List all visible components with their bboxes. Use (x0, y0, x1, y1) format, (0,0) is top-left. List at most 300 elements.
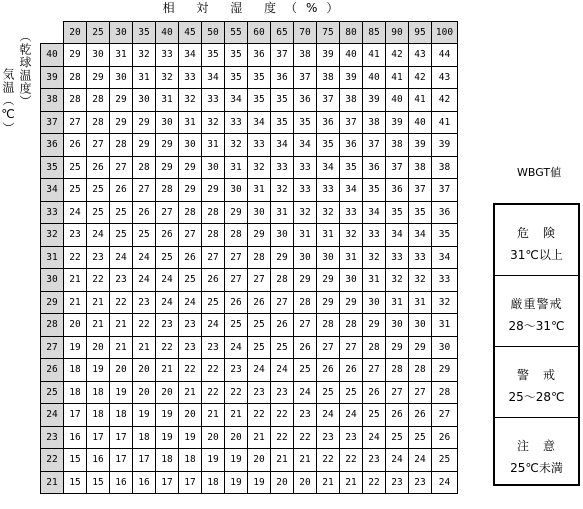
wbgt-value-cell: 22 (202, 359, 225, 382)
wbgt-value-cell: 35 (271, 111, 294, 134)
wbgt-value-cell: 28 (386, 359, 409, 382)
wbgt-value-cell: 16 (133, 471, 156, 494)
wbgt-value-cell: 34 (409, 224, 432, 247)
wbgt-value-cell: 25 (87, 179, 110, 202)
wbgt-value-cell: 21 (317, 471, 340, 494)
wbgt-value-cell: 22 (271, 426, 294, 449)
temperature-row-header: 38 (41, 89, 64, 112)
wbgt-value-cell: 35 (202, 44, 225, 67)
wbgt-value-cell: 36 (432, 201, 458, 224)
wbgt-value-cell: 24 (179, 291, 202, 314)
wbgt-value-cell: 21 (225, 404, 248, 427)
wbgt-value-cell: 19 (133, 404, 156, 427)
humidity-header-cell: 100 (432, 22, 458, 44)
wbgt-table (40, 21, 458, 494)
wbgt-value-cell: 24 (64, 201, 87, 224)
temperature-row-header: 28 (41, 314, 64, 337)
wbgt-value-cell: 31 (133, 66, 156, 89)
wbgt-value-cell: 28 (156, 179, 179, 202)
legend-danger (495, 205, 578, 275)
humidity-header-cell: 30 (110, 22, 133, 44)
wbgt-value-cell: 25 (432, 449, 458, 472)
temperature-row-header: 21 (41, 471, 64, 494)
wbgt-value-cell: 31 (432, 314, 458, 337)
wbgt-value-cell: 36 (340, 134, 363, 157)
wbgt-value-cell: 25 (202, 291, 225, 314)
wbgt-value-cell: 31 (248, 179, 271, 202)
wbgt-value-cell: 20 (271, 471, 294, 494)
wbgt-value-cell: 44 (432, 44, 458, 67)
wbgt-value-cell: 28 (202, 224, 225, 247)
table-row (41, 246, 458, 269)
wbgt-value-cell: 19 (202, 449, 225, 472)
wbgt-value-cell: 23 (409, 471, 432, 494)
wbgt-value-cell: 26 (432, 426, 458, 449)
table-row (41, 156, 458, 179)
wbgt-value-cell: 21 (64, 269, 87, 292)
humidity-header-cell: 70 (294, 22, 317, 44)
wbgt-value-cell: 20 (179, 404, 202, 427)
wbgt-value-cell: 19 (225, 471, 248, 494)
wbgt-value-cell: 36 (317, 111, 340, 134)
temperature-row-header: 23 (41, 426, 64, 449)
wbgt-value-cell: 22 (133, 314, 156, 337)
wbgt-value-cell: 38 (340, 89, 363, 112)
wbgt-value-cell: 35 (225, 66, 248, 89)
wbgt-value-cell: 36 (294, 89, 317, 112)
wbgt-value-cell: 21 (179, 381, 202, 404)
temperature-row-header: 24 (41, 404, 64, 427)
wbgt-value-cell: 19 (248, 471, 271, 494)
wbgt-value-cell: 23 (386, 471, 409, 494)
humidity-header-cell: 45 (179, 22, 202, 44)
wbgt-value-cell: 25 (225, 314, 248, 337)
wbgt-value-cell: 26 (409, 404, 432, 427)
wbgt-value-cell: 29 (179, 179, 202, 202)
legend-level-label: 警 戒 (516, 368, 556, 382)
wbgt-value-cell: 30 (294, 246, 317, 269)
temperature-row-header: 25 (41, 381, 64, 404)
wbgt-value-cell: 29 (225, 201, 248, 224)
temperature-row-header: 32 (41, 224, 64, 247)
wbgt-value-cell: 42 (409, 66, 432, 89)
table-row (41, 314, 458, 337)
wbgt-value-cell: 25 (340, 381, 363, 404)
wbgt-value-cell: 29 (64, 44, 87, 67)
wbgt-value-cell: 19 (156, 404, 179, 427)
wbgt-value-cell: 23 (202, 336, 225, 359)
wbgt-value-cell: 39 (432, 134, 458, 157)
wbgt-value-cell: 33 (363, 224, 386, 247)
wbgt-value-cell: 31 (340, 246, 363, 269)
temperature-row-header: 40 (41, 44, 64, 67)
wbgt-value-cell: 27 (202, 246, 225, 269)
wbgt-value-cell: 34 (432, 246, 458, 269)
wbgt-value-cell: 24 (248, 359, 271, 382)
wbgt-value-cell: 21 (340, 471, 363, 494)
wbgt-value-cell: 16 (64, 426, 87, 449)
wbgt-value-cell: 27 (225, 246, 248, 269)
humidity-header-cell: 55 (225, 22, 248, 44)
wbgt-value-cell: 28 (225, 224, 248, 247)
wbgt-value-cell: 21 (64, 291, 87, 314)
wbgt-value-cell: 28 (64, 66, 87, 89)
wbgt-value-cell: 29 (317, 269, 340, 292)
wbgt-value-cell: 38 (409, 156, 432, 179)
table-row (41, 201, 458, 224)
wbgt-value-cell: 40 (409, 111, 432, 134)
legend-caution (495, 417, 578, 484)
wbgt-value-cell: 28 (87, 111, 110, 134)
wbgt-value-cell: 31 (110, 44, 133, 67)
wbgt-value-cell: 34 (340, 179, 363, 202)
wbgt-value-cell: 18 (133, 426, 156, 449)
wbgt-value-cell: 28 (202, 201, 225, 224)
wbgt-value-cell: 31 (225, 156, 248, 179)
wbgt-value-cell: 21 (110, 314, 133, 337)
wbgt-value-cell: 26 (87, 156, 110, 179)
wbgt-value-cell: 17 (87, 426, 110, 449)
wbgt-value-cell: 26 (133, 201, 156, 224)
wbgt-value-cell: 29 (179, 156, 202, 179)
humidity-header-cell: 80 (340, 22, 363, 44)
wbgt-value-cell: 24 (340, 404, 363, 427)
wbgt-value-cell: 18 (179, 449, 202, 472)
wbgt-value-cell: 28 (271, 269, 294, 292)
wbgt-value-cell: 31 (294, 224, 317, 247)
wbgt-value-cell: 25 (386, 426, 409, 449)
wbgt-value-cell: 29 (110, 89, 133, 112)
wbgt-value-cell: 22 (64, 246, 87, 269)
humidity-header-cell: 90 (386, 22, 409, 44)
wbgt-value-cell: 35 (432, 224, 458, 247)
wbgt-legend-title: WBGT値 (517, 166, 562, 179)
humidity-header-cell: 65 (271, 22, 294, 44)
wbgt-value-cell: 26 (179, 246, 202, 269)
wbgt-value-cell: 30 (110, 66, 133, 89)
wbgt-value-cell: 22 (225, 381, 248, 404)
wbgt-value-cell: 22 (271, 404, 294, 427)
wbgt-value-cell: 21 (87, 314, 110, 337)
wbgt-value-cell: 24 (271, 359, 294, 382)
legend-range-label: 28～31℃ (508, 319, 565, 333)
wbgt-value-cell: 17 (179, 471, 202, 494)
wbgt-value-cell: 17 (64, 404, 87, 427)
wbgt-value-cell: 20 (64, 314, 87, 337)
wbgt-value-cell: 30 (133, 89, 156, 112)
table-row (41, 224, 458, 247)
wbgt-value-cell: 34 (363, 201, 386, 224)
wbgt-value-cell: 23 (248, 381, 271, 404)
wbgt-value-cell: 36 (271, 66, 294, 89)
wbgt-value-cell: 31 (386, 291, 409, 314)
wbgt-value-cell: 30 (432, 336, 458, 359)
wbgt-value-cell: 35 (340, 156, 363, 179)
wbgt-value-cell: 29 (110, 111, 133, 134)
wbgt-value-cell: 30 (386, 314, 409, 337)
wbgt-value-cell: 28 (179, 201, 202, 224)
wbgt-value-cell: 23 (133, 291, 156, 314)
wbgt-value-cell: 15 (87, 471, 110, 494)
wbgt-value-cell: 26 (156, 224, 179, 247)
wbgt-value-cell: 43 (409, 44, 432, 67)
wbgt-value-cell: 26 (225, 291, 248, 314)
wbgt-value-cell: 41 (432, 111, 458, 134)
legend-severe-warning (495, 275, 578, 346)
wbgt-value-cell: 39 (363, 89, 386, 112)
wbgt-value-cell: 20 (133, 381, 156, 404)
relative-humidity-title: 相 対 湿 度（%） (162, 1, 348, 15)
wbgt-value-cell: 32 (179, 89, 202, 112)
wbgt-value-cell: 20 (156, 381, 179, 404)
wbgt-value-cell: 20 (202, 426, 225, 449)
wbgt-value-cell: 20 (294, 471, 317, 494)
wbgt-value-cell: 32 (225, 134, 248, 157)
wbgt-value-cell: 17 (133, 449, 156, 472)
wbgt-value-cell: 37 (317, 89, 340, 112)
wbgt-value-cell: 23 (225, 359, 248, 382)
wbgt-value-cell: 32 (386, 269, 409, 292)
wbgt-value-cell: 33 (294, 156, 317, 179)
temperature-row-header: 30 (41, 269, 64, 292)
wbgt-value-cell: 22 (317, 449, 340, 472)
wbgt-value-cell: 17 (110, 426, 133, 449)
wbgt-value-cell: 36 (386, 179, 409, 202)
wbgt-value-cell: 25 (363, 404, 386, 427)
wbgt-value-cell: 31 (202, 134, 225, 157)
wbgt-value-cell: 38 (317, 66, 340, 89)
humidity-header-row (41, 22, 458, 44)
wbgt-value-cell: 21 (156, 359, 179, 382)
wbgt-value-cell: 20 (110, 359, 133, 382)
wbgt-value-cell: 15 (64, 471, 87, 494)
table-row (41, 44, 458, 67)
temperature-row-header: 35 (41, 156, 64, 179)
wbgt-value-cell: 32 (271, 179, 294, 202)
wbgt-value-cell: 31 (363, 269, 386, 292)
table-row (41, 291, 458, 314)
wbgt-value-cell: 20 (133, 359, 156, 382)
wbgt-value-cell: 21 (110, 336, 133, 359)
wbgt-value-cell: 35 (225, 44, 248, 67)
wbgt-value-cell: 33 (202, 89, 225, 112)
temperature-row-header: 36 (41, 134, 64, 157)
wbgt-value-cell: 28 (248, 246, 271, 269)
wbgt-value-cell: 17 (110, 449, 133, 472)
wbgt-value-cell: 25 (64, 156, 87, 179)
wbgt-value-cell: 17 (156, 471, 179, 494)
wbgt-value-cell: 26 (340, 359, 363, 382)
wbgt-value-cell: 21 (294, 449, 317, 472)
wbgt-value-cell: 29 (317, 291, 340, 314)
wbgt-value-cell: 34 (202, 66, 225, 89)
wbgt-value-cell: 18 (87, 381, 110, 404)
wbgt-value-cell: 22 (156, 336, 179, 359)
wbgt-value-cell: 18 (87, 404, 110, 427)
wbgt-value-cell: 28 (294, 291, 317, 314)
wbgt-value-cell: 27 (386, 381, 409, 404)
wbgt-value-cell: 42 (386, 44, 409, 67)
wbgt-value-cell: 24 (133, 269, 156, 292)
wbgt-value-cell: 34 (179, 44, 202, 67)
wbgt-value-cell: 25 (110, 224, 133, 247)
wbgt-value-cell: 31 (271, 201, 294, 224)
wbgt-value-cell: 23 (156, 314, 179, 337)
wbgt-value-cell: 19 (179, 426, 202, 449)
table-row (41, 426, 458, 449)
legend-level-label: 厳重警戒 (510, 297, 563, 311)
humidity-header-cell: 35 (133, 22, 156, 44)
table-row (41, 89, 458, 112)
wbgt-value-cell: 27 (179, 224, 202, 247)
wbgt-value-cell: 24 (133, 246, 156, 269)
temperature-row-header: 22 (41, 449, 64, 472)
wbgt-value-cell: 30 (202, 156, 225, 179)
wbgt-value-cell: 26 (202, 269, 225, 292)
wbgt-value-cell: 30 (271, 224, 294, 247)
wbgt-value-cell: 31 (179, 111, 202, 134)
wbgt-value-cell: 24 (432, 471, 458, 494)
wbgt-value-cell: 27 (432, 404, 458, 427)
wbgt-value-cell: 24 (386, 449, 409, 472)
wbgt-value-cell: 34 (294, 134, 317, 157)
temperature-axis-label: 気温（℃） (1, 68, 15, 135)
temperature-row-header: 31 (41, 246, 64, 269)
wbgt-value-cell: 29 (294, 269, 317, 292)
wbgt-value-cell: 27 (225, 269, 248, 292)
wbgt-value-cell: 41 (363, 44, 386, 67)
wbgt-value-cell: 16 (87, 449, 110, 472)
wbgt-value-cell: 24 (294, 381, 317, 404)
wbgt-value-cell: 32 (202, 111, 225, 134)
wbgt-value-cell: 26 (110, 179, 133, 202)
wbgt-value-cell: 19 (110, 381, 133, 404)
wbgt-value-cell: 25 (64, 179, 87, 202)
wbgt-value-cell: 29 (87, 66, 110, 89)
wbgt-value-cell: 34 (317, 156, 340, 179)
wbgt-value-cell: 26 (363, 381, 386, 404)
wbgt-value-cell: 25 (271, 336, 294, 359)
wbgt-value-cell: 18 (64, 359, 87, 382)
wbgt-value-cell: 18 (110, 404, 133, 427)
legend-range-label: 31℃以上 (510, 248, 563, 262)
wbgt-value-cell: 31 (156, 89, 179, 112)
wbgt-value-cell: 32 (248, 156, 271, 179)
wbgt-value-cell: 23 (317, 426, 340, 449)
wbgt-value-cell: 40 (363, 66, 386, 89)
wbgt-value-cell: 29 (133, 111, 156, 134)
wbgt-value-cell: 24 (156, 269, 179, 292)
wbgt-value-cell: 24 (110, 246, 133, 269)
wbgt-value-cell: 37 (409, 179, 432, 202)
wbgt-value-cell: 26 (64, 134, 87, 157)
wbgt-value-cell: 33 (340, 201, 363, 224)
dry-bulb-axis-label: （乾球温度） (18, 30, 32, 108)
legend-warning (495, 346, 578, 417)
temperature-row-header: 37 (41, 111, 64, 134)
humidity-header-cell: 95 (409, 22, 432, 44)
wbgt-value-cell: 30 (340, 269, 363, 292)
wbgt-value-cell: 23 (340, 426, 363, 449)
wbgt-value-cell: 32 (409, 269, 432, 292)
wbgt-value-cell: 22 (179, 359, 202, 382)
wbgt-value-cell: 30 (248, 201, 271, 224)
legend-level-label: 注 意 (516, 439, 556, 453)
wbgt-value-cell: 24 (225, 336, 248, 359)
wbgt-value-cell: 31 (317, 224, 340, 247)
wbgt-value-cell: 24 (202, 314, 225, 337)
wbgt-value-cell: 27 (409, 381, 432, 404)
wbgt-value-cell: 30 (156, 111, 179, 134)
humidity-header-cell: 60 (248, 22, 271, 44)
wbgt-value-cell: 37 (386, 156, 409, 179)
legend-level-label: 危 険 (516, 226, 556, 240)
table-row (41, 404, 458, 427)
wbgt-value-cell: 33 (386, 246, 409, 269)
wbgt-value-cell: 42 (432, 89, 458, 112)
wbgt-value-cell: 32 (317, 201, 340, 224)
wbgt-value-cell: 24 (87, 224, 110, 247)
wbgt-value-cell: 40 (386, 89, 409, 112)
wbgt-value-cell: 25 (156, 246, 179, 269)
wbgt-value-cell: 25 (248, 336, 271, 359)
wbgt-value-cell: 41 (409, 89, 432, 112)
table-row (41, 269, 458, 292)
humidity-header-cell: 75 (317, 22, 340, 44)
wbgt-value-cell: 18 (156, 449, 179, 472)
wbgt-value-cell: 33 (179, 66, 202, 89)
wbgt-value-cell: 36 (363, 156, 386, 179)
wbgt-value-cell: 28 (340, 314, 363, 337)
humidity-header-cell: 40 (156, 22, 179, 44)
wbgt-value-cell: 29 (386, 336, 409, 359)
wbgt-value-cell: 32 (340, 224, 363, 247)
wbgt-value-cell: 33 (225, 111, 248, 134)
table-row (41, 336, 458, 359)
wbgt-value-cell: 24 (156, 291, 179, 314)
wbgt-value-cell: 25 (409, 426, 432, 449)
wbgt-value-cell: 41 (386, 66, 409, 89)
wbgt-value-cell: 23 (363, 449, 386, 472)
wbgt-value-cell: 35 (317, 134, 340, 157)
wbgt-value-cell: 24 (363, 426, 386, 449)
table-corner (41, 22, 64, 44)
wbgt-value-cell: 29 (409, 336, 432, 359)
wbgt-value-cell: 27 (156, 201, 179, 224)
wbgt-value-cell: 23 (179, 314, 202, 337)
wbgt-value-cell: 19 (225, 449, 248, 472)
wbgt-value-cell: 22 (110, 291, 133, 314)
wbgt-value-cell: 32 (363, 246, 386, 269)
wbgt-value-cell: 22 (248, 404, 271, 427)
table-row (41, 111, 458, 134)
wbgt-value-cell: 25 (179, 269, 202, 292)
wbgt-value-cell: 20 (225, 426, 248, 449)
wbgt-value-cell: 35 (409, 201, 432, 224)
wbgt-value-cell: 39 (340, 66, 363, 89)
wbgt-value-cell: 25 (87, 201, 110, 224)
table-row (41, 359, 458, 382)
wbgt-value-cell: 30 (317, 246, 340, 269)
table-row (41, 179, 458, 202)
wbgt-value-cell: 15 (64, 449, 87, 472)
table-row (41, 134, 458, 157)
wbgt-value-cell: 27 (340, 336, 363, 359)
wbgt-value-cell: 35 (294, 111, 317, 134)
table-body (41, 44, 458, 494)
temperature-row-header: 33 (41, 201, 64, 224)
wbgt-value-cell: 29 (363, 314, 386, 337)
